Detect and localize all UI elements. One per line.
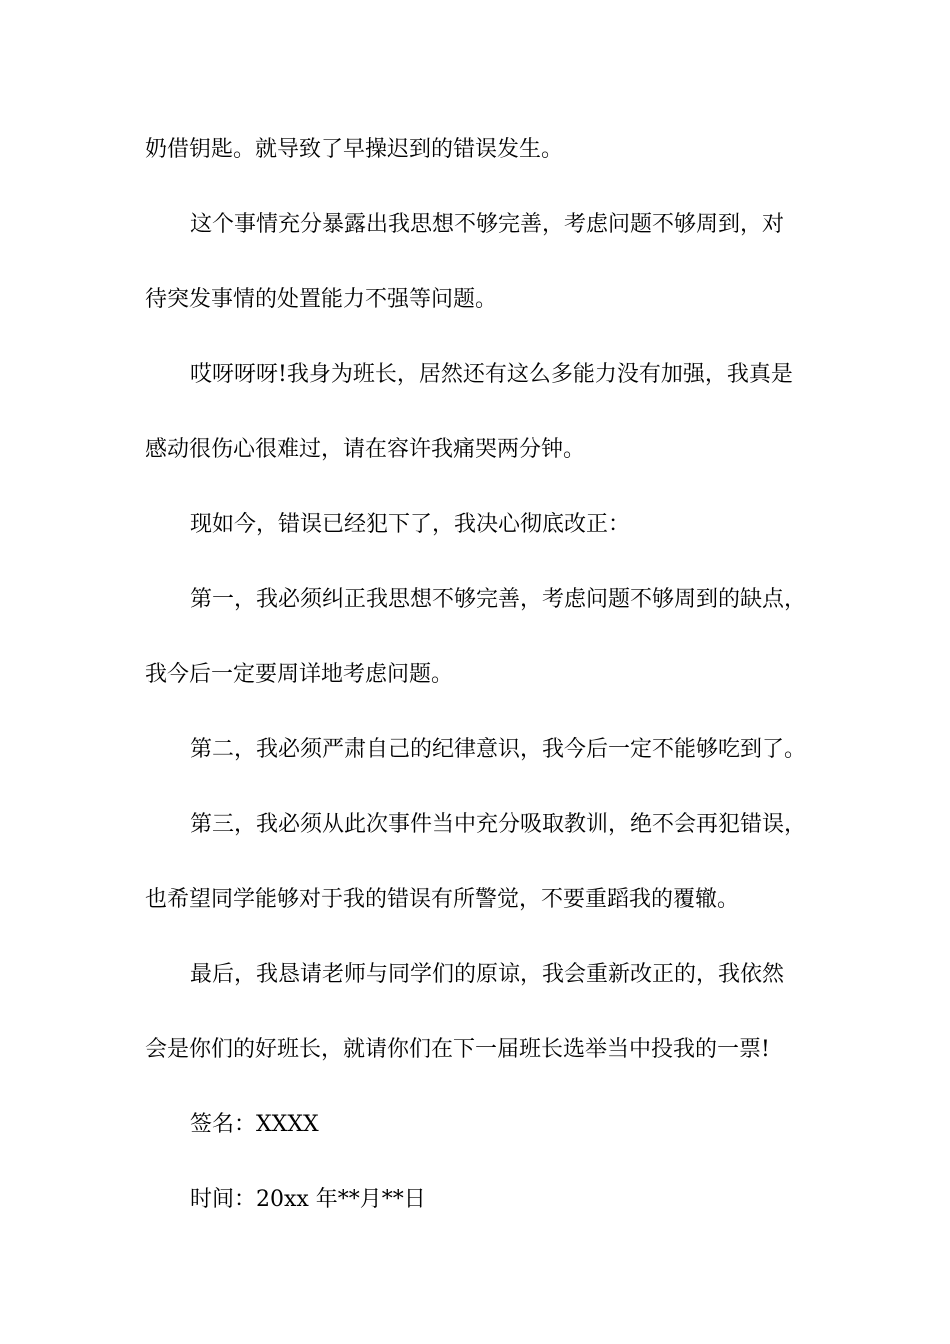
- text-line-12: 最后，我恳请老师与同学们的原谅，我会重新改正的，我依然: [190, 962, 785, 987]
- date-line: 时间：20xx 年**月**日: [190, 1187, 426, 1212]
- text-line-9: 第二，我必须严肃自己的纪律意识，我今后一定不能够吃到了。: [190, 737, 807, 762]
- text-line-7: 第一，我必须纠正我思想不够完善，考虑问题不够周到的缺点，: [190, 587, 807, 612]
- text-line-1: 奶借钥匙。就导致了早操迟到的错误发生。: [145, 137, 564, 162]
- text-line-6: 现如今，错误已经犯下了，我决心彻底改正：: [190, 512, 631, 537]
- text-line-5: 感动很伤心很难过，请在容许我痛哭两分钟。: [145, 437, 586, 462]
- text-line-8: 我今后一定要周详地考虑问题。: [145, 662, 454, 687]
- text-line-2: 这个事情充分暴露出我思想不够完善，考虑问题不够周到，对: [190, 212, 785, 237]
- text-line-3: 待突发事情的处置能力不强等问题。: [145, 287, 498, 312]
- text-line-4: 哎呀呀呀!我身为班长，居然还有这么多能力没有加强，我真是: [190, 362, 793, 387]
- signature-line: 签名：XXXX: [190, 1112, 319, 1137]
- text-line-13: 会是你们的好班长，就请你们在下一届班长选举当中投我的一票!: [145, 1037, 770, 1062]
- text-line-10: 第三，我必须从此次事件当中充分吸取教训，绝不会再犯错误，: [190, 812, 807, 837]
- text-line-11: 也希望同学能够对于我的错误有所警觉，不要重蹈我的覆辙。: [145, 887, 740, 912]
